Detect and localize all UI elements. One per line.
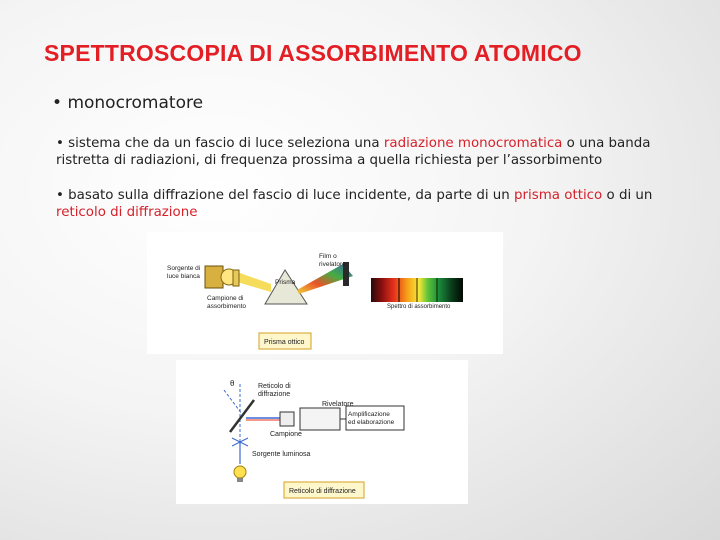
bullet-dot: • bbox=[56, 188, 64, 203]
detector-box bbox=[300, 408, 340, 430]
bullet-label: monocromatore bbox=[67, 93, 204, 113]
label-film: Film o rivelatore bbox=[319, 253, 346, 268]
grating-figure bbox=[176, 360, 468, 504]
highlight-prisma-ottico: prisma ottico bbox=[514, 188, 603, 203]
paragraph-text: o una banda ristretta di radiazioni, di frequenza prossima a quella richiesta per l’assorbimento bbox=[56, 136, 651, 168]
paragraph-sistema bbox=[56, 135, 676, 169]
highlight-reticolo: reticolo di diffrazione bbox=[56, 205, 198, 220]
page-title: SPETTROSCOPIA DI ASSORBIMENTO ATOMICO bbox=[44, 40, 582, 66]
grating-plate bbox=[230, 400, 254, 432]
sample-cell bbox=[233, 270, 239, 286]
paragraph-basato bbox=[56, 187, 676, 221]
caption-prism: Prisma ottico bbox=[264, 339, 305, 346]
lamp-body bbox=[205, 266, 223, 288]
incident-line bbox=[224, 390, 242, 414]
grating-diagram bbox=[176, 360, 468, 504]
amp-box bbox=[346, 406, 404, 430]
prism-figure bbox=[147, 232, 503, 354]
label-spectrum: Spettro di assorbimento bbox=[387, 304, 451, 310]
label-prism: Prisma bbox=[275, 279, 296, 286]
bullet-dot: • bbox=[56, 136, 64, 151]
label-detector: Rivelatore bbox=[322, 401, 354, 408]
label-amp: Amplificazione ed elaborazione bbox=[348, 411, 395, 426]
paragraph-text: o di un bbox=[602, 188, 653, 203]
bullet-dot: • bbox=[52, 93, 63, 113]
highlight-radiazione-monocromatica: radiazione monocromatica bbox=[383, 136, 563, 151]
bulb-icon bbox=[234, 466, 246, 478]
label-sample: Campione bbox=[270, 431, 302, 438]
label-source: Sorgente luminosa bbox=[252, 451, 311, 458]
light-beam bbox=[237, 272, 271, 292]
caption-grating: Reticolo di diffrazione bbox=[289, 488, 356, 495]
label-source: Sorgente di luce bianca bbox=[167, 265, 201, 280]
label-sample: Campione di assorbimento bbox=[207, 295, 247, 310]
label-theta: θ bbox=[230, 379, 235, 388]
label-grating: Reticolo di diffrazione bbox=[258, 383, 291, 398]
prism-shape bbox=[265, 270, 307, 304]
bullet-monocromatore bbox=[52, 93, 203, 113]
paragraph-text: sistema che da un fascio di luce seleziona una bbox=[68, 136, 384, 151]
sample-cell bbox=[280, 412, 294, 426]
paragraph-text: basato sulla diffrazione del fascio di luce incidente, da parte di un bbox=[68, 188, 515, 203]
prism-diagram bbox=[147, 232, 503, 354]
